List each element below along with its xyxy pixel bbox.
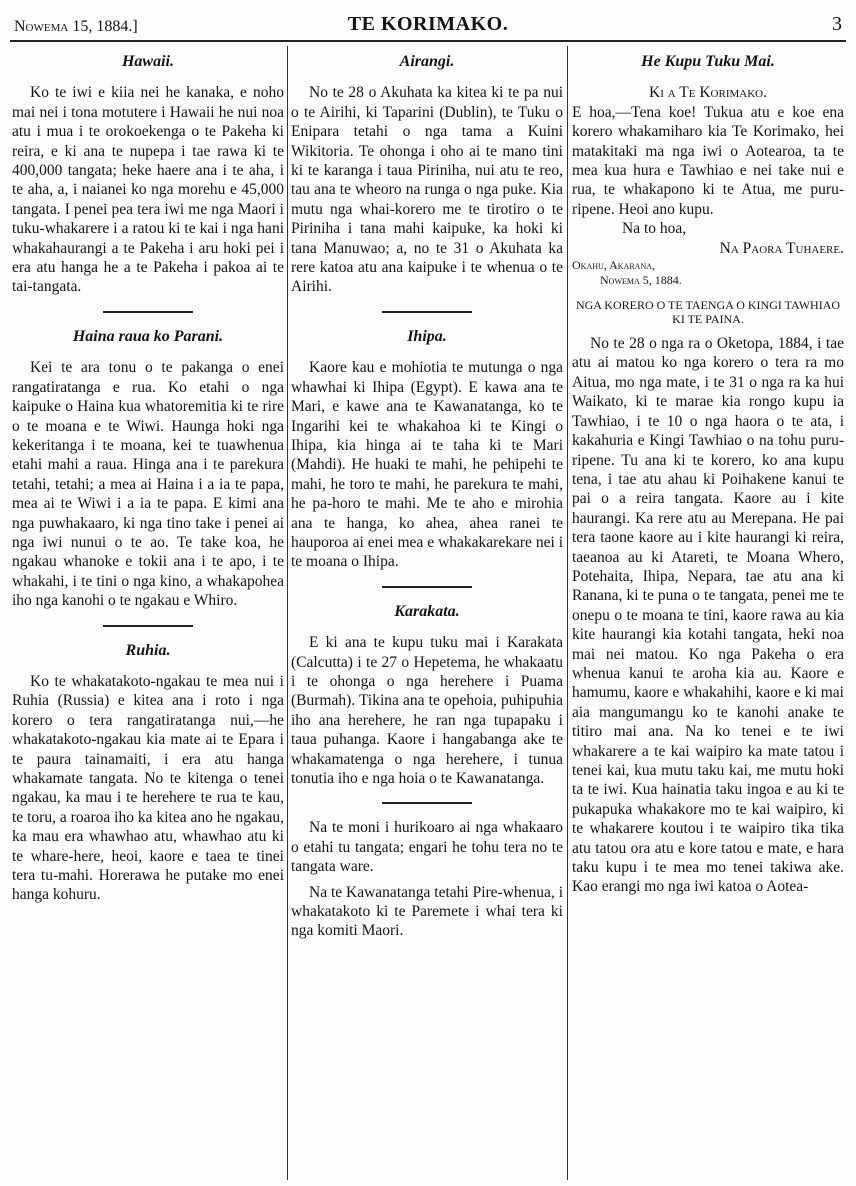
section-divider (382, 586, 472, 588)
article-body-airangi: No te 28 o Akuhata ka kitea ki te pa nui o te Airihi, ki Taparini (Dublin), te Tuku o Enipara tetahi o nga tama a Kuini Wikitoria. Te ohonga i oho ai te mano tini ki te karanga i taua Piriniha, nui atu te reo, tau ana te wheoro na runga o nga puke. Kia mutu nga whai-korero me te tirotiro o te Piriniha i tana mahi kaipuke, ka hoki ki tana Manuwao; a, no te 31 o Akuhata ka rere katoa atu ana kaipuke i te whenua o te Airihi. (291, 84, 563, 296)
column-1 (12, 48, 284, 1180)
newspaper-title: TE KORIMAKO. (347, 13, 509, 35)
column-separator (287, 46, 288, 1180)
article-heading-hawaii: Hawaii. (121, 53, 174, 70)
article-body-ruhia: Ko te whakatakoto-ngakau te mea nui i Ruhia (Russia) e kitea ana i roto i nga korero o tera rangatiratanga nui,—he whakatakoto-ngakau kia mate ai te Epara i te paura tainamaiti, i era atu hanga whakamate tangata. No te kitenga o tenei ngakau, ka mau i te herehere te rua te kau, te toru, a roaroa iho ka kitea ano he ngakau, ka mau era whawhao atu, whawhao atu ki te whare-here, heoi, kaore e taea te tinei tera tu-mahi. Horerawa he putake mo enei hanga kohuru. (12, 672, 284, 904)
article-heading-taenga: NGA KORERO O TE TAENGA O KINGI TAWHIAO KI TE PAINA. (575, 298, 841, 327)
paragraph-moni: Na te moni i hurikoaro ai nga whakaaro o etahi tu tangata; engari he tohu tera no te tangata ware. (291, 819, 563, 876)
article-body-ihipa: Kaore kau e mohiotia te mutunga o nga whawhai ki Ihipa (Egypt). E kawa ana te Mari, e kawe ana te Kawanatanga, ko te Ingarihi kei te whakahoa ki te Kingi o Ihipa, kia hinga ai te taha ki te Mari (Mahdi). He huaki te mahi, he pehipehi te mahi, he toro te mahi, he parekura te mahi, he pa-horo te mahi. Me te aho e mirohia ana te hanga, ko ahea, ahea ranei te hauporoa ai enei mea e whakakarekare nei i te moana o Ihipa. (291, 359, 563, 571)
section-divider (103, 311, 193, 313)
article-heading-karakata: Karakata. (394, 602, 460, 620)
issue-date: Nowema 15, 1884.] (14, 18, 138, 35)
masthead (14, 6, 842, 36)
article-body-karakata: E ki ana te kupu tuku mai i Karakata (Calcutta) i te 27 o Hepetema, he whakaatu i te ohonga o nga herehere i Puama (Burmah). Tikina ana te opehoia, puhipuhia iho ana herehere, he ran nga tupapaku i taua puhanga. Kaore i hangabanga ake te whakamatenga o nga herehere, i tunua tonutia iho e nga hoia o te Kawanatanga. (291, 634, 563, 787)
column-separator (567, 46, 568, 1180)
article-body-taenga: No te 28 o nga ra o Oketopa, 1884, i tae atu ai matou ko nga korero o tera ra mo Aitua, mo nga mate, i te 31 o nga ra ka hui Waikato, ki te marae kia rongo kupu ia Tawhiao, i te 10 o nga haora o te ata, i kakahuria e Kingi Tawhiao o na tohu puru-ripene. Tu ana ki te korero, ko ana kupu tena, i tae atu ahau ki Poihakene kanui te pai o a reira tangata. Kaore au i kite haurangi. Ka rere atu au Merepana. He pai tera taone kaore au i kite haurangi ki reira, taeanoa au ki Atareti, te Moana Whero, Potehaita, Ihipa, Nepara, tae atu ana ki Ranana, ki te puna o te tangata, penei me te onepu o te moana te tini, kaore rawa au kia kite haurangi kia kotahi tangata, heki noa mai nei matou. Ko nga Pakeha o era whenua kanui te aroha kia au. Kaore e hamumu, kaore e whakahihi, kaore e ki mai aia mangumangu ko te kanohi anake te titiro mai ana. Na ko tenei e te iwi whakarere a te kai waipiro ka mate tatou i tenei kai, kua mutu taku kai, me mutu hoki ta te iwi. Kua hainatia taku ingoa e au ki te pukapuka whakakore mo te kai waipiro, ki te whakarere koutou i te waipiro tika tika atu tatou ora atu e kore tatou e mate, e hara taku kupu i te mea mo tenei takiwa ake. Kao erangi mo nga iwi katoa o Aotea- (572, 335, 844, 896)
header-rule (10, 40, 846, 42)
letter-place: Okahu, Akarana, (572, 258, 656, 273)
section-divider (103, 625, 193, 627)
letter-date: Nowema 5, 1884. (600, 273, 682, 288)
letter-closing: Na to hoa, (622, 220, 687, 238)
article-heading-kupu: He Kupu Tuku Mai. (641, 53, 775, 70)
section-divider (382, 311, 472, 313)
section-divider (382, 802, 472, 804)
letter-signature: Na Paora Tuhaere. (719, 239, 844, 257)
article-heading-ihipa: Ihipa. (407, 327, 447, 345)
article-body-hawaii: Ko te iwi e kiia nei he kanaka, e noho mai nei i tona motutere i Hawaii he nui noa atu i mua i te orokoekenga o te Pakeha ki reira, e ki ana te nupepa i tae rawa ki te 400,000 tangata; heke haere ana i te aha, i te aha, a, i naianei ko nga morehu e 45,000 tangata. I penei pea tera iwi me nga Maori i tuku-whakarere i a ratou ki te kai i nga hani whakahaurangi a te Pakeha i aru hoki pei i era atu hanga he a te Pakeha i pakoa ai te tai-tangata. (12, 84, 284, 296)
page-number: 3 (832, 13, 842, 35)
article-heading-haina: Haina raua ko Parani. (72, 327, 224, 345)
column-3 (572, 48, 844, 1180)
article-heading-ruhia: Ruhia. (125, 641, 171, 659)
article-body-haina: Kei te ara tonu o te pakanga o enei rangatiratanga e rua. Ko etahi o nga kaipuke o Haina kua whatoremitia ki te rire o te moana e te Wiwi. Haunga hoki nga kekeritanga i te moana, kei te tuawhenua etahi mahi a raua. Hinga ana i te parekura tetahi, tetahi; a mea ai Haina i a ia te papa, mea ai te Wiwi i a ia te papa. E kimi ana nga puwhakaaro, ki nga tino take i penei ai nga iwi nunui o te ao. Te take koa, he ngakau whanoke e tokii ana i te apo, i te whakahi, i te tini o nga kino, a whakapohea iho nga kanohi o te ngakau e Whiro. (12, 359, 284, 610)
column-2 (291, 48, 563, 1180)
article-heading-airangi: Airangi. (399, 53, 455, 70)
paragraph-kawanatanga: Na te Kawanatanga tetahi Pire-whenua, i whakatakoto ki te Paremete i whai tera ki nga komiti Maori. (291, 883, 563, 940)
letter-body: E hoa,—Tena koe! Tukua atu e koe ena korero whakamiharo kia Te Korimako, hei matakitaki ma nga iwi o Aotearoa, ta te mea kua hura e Tawhiao e nei take nui e rua, te whakapono ki te Atua, me puru-ripene. Heoi ano kupu. (572, 103, 844, 218)
letter-salutation: Ki a Te Korimako. (649, 84, 767, 102)
